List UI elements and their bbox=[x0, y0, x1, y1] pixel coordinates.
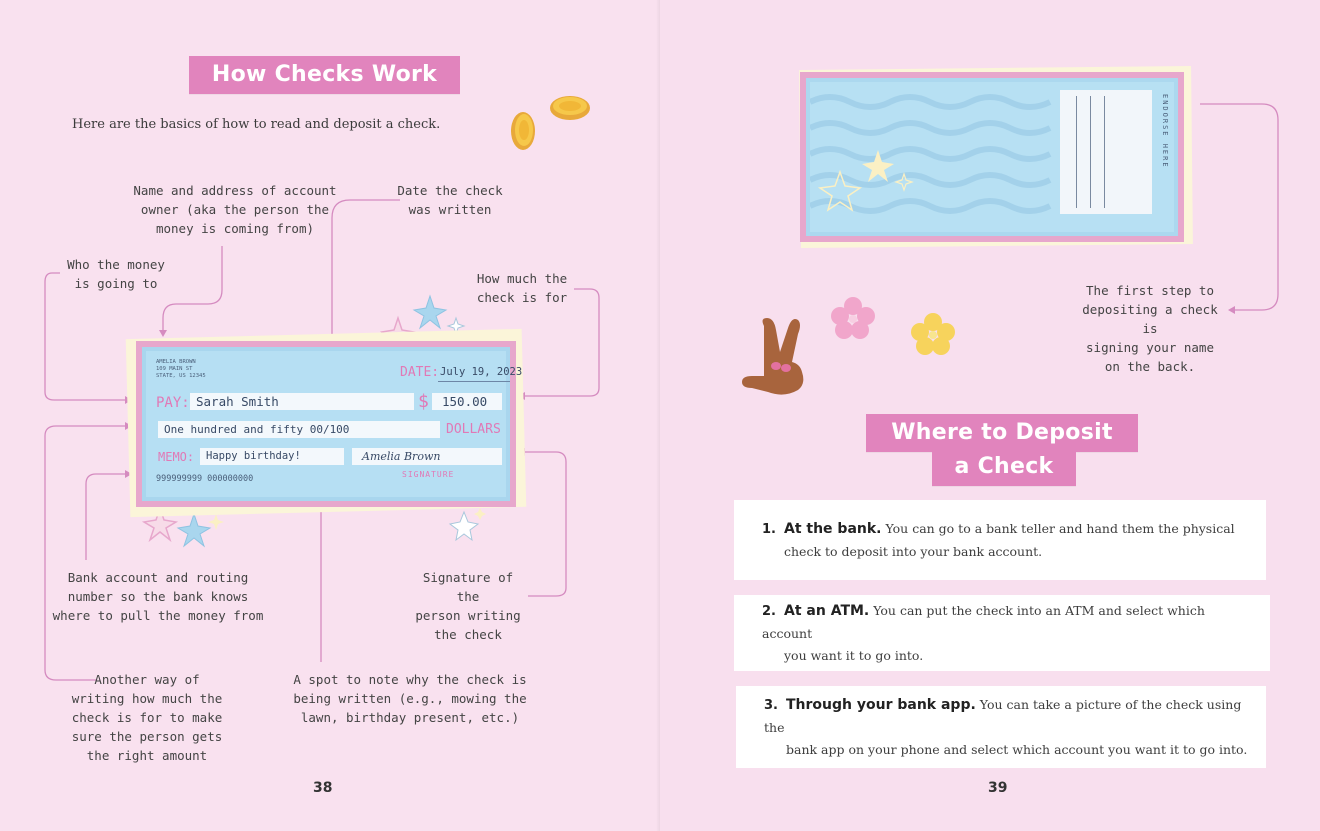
note-payee: Who the money is going to bbox=[67, 257, 165, 291]
check-dollar-sign: $ bbox=[418, 391, 429, 412]
check-memo-label: MEMO: bbox=[158, 450, 195, 464]
note-written-amount: Another way of writing how much the check is for to make sure the person gets the right amount bbox=[71, 672, 223, 763]
coins-icon bbox=[504, 90, 594, 154]
check-payee: Sarah Smith bbox=[190, 393, 414, 410]
deposit-option-bank: 1. At the bank. You can go to a bank teller and hand them the physical check to deposit into your bank account. bbox=[734, 500, 1266, 580]
yellow-flower-icon bbox=[911, 313, 955, 355]
page-title: How Checks Work bbox=[189, 56, 460, 94]
check-back bbox=[800, 72, 1184, 242]
check-address: AMELIA BROWN 109 MAIN ST STATE, US 12345 bbox=[156, 359, 206, 379]
check-signature-label: SIGNATURE bbox=[402, 470, 455, 479]
check-memo: Happy birthday! bbox=[200, 448, 344, 465]
section-title-line2: a Check bbox=[932, 448, 1076, 486]
note-name-address: Name and address of account owner (aka the person the money is coming from) bbox=[133, 183, 337, 236]
page-number: 39 bbox=[988, 780, 1008, 796]
page-number: 38 bbox=[313, 780, 333, 796]
check-date-value: July 19, 2023 bbox=[440, 366, 523, 378]
note-endorse: The first step to depositing a check is signing your name on the back. bbox=[1082, 283, 1218, 374]
note-routing: Bank account and routing number so the bank knows where to pull the money from bbox=[52, 570, 264, 623]
check-dollars-label: DOLLARS bbox=[446, 422, 501, 437]
check-written-amount: One hundred and fifty 00/100 bbox=[158, 421, 440, 438]
deposit-option-app: 3. Through your bank app. You can take a picture of the check using the bank app on your phone and select which account you want it to go into. bbox=[736, 686, 1266, 768]
endorse-area bbox=[1060, 90, 1152, 214]
note-date: Date the check was written bbox=[397, 183, 503, 217]
right-page bbox=[660, 0, 1320, 831]
note-signature: Signature of the person writing the check bbox=[415, 570, 521, 642]
rock-on-hand-icon bbox=[742, 318, 803, 395]
intro-text: Here are the basics of how to read and deposit a check. bbox=[72, 117, 441, 132]
check-front bbox=[136, 341, 523, 507]
section-title-line1: Where to Deposit bbox=[866, 414, 1138, 452]
check-amount: 150.00 bbox=[432, 393, 502, 410]
deposit-option-atm: 2. At an ATM. You can put the check into an ATM and select which account you want it to go into. bbox=[734, 595, 1270, 671]
endorse-label: ENDORSE HERE bbox=[1161, 94, 1169, 169]
note-amount: How much the check is for bbox=[476, 271, 568, 305]
check-routing-number: 999999999 000000000 bbox=[156, 474, 254, 484]
note-memo: A spot to note why the check is being written (e.g., mowing the lawn, birthday present, etc.) bbox=[293, 672, 527, 725]
check-pay-label: PAY: bbox=[156, 395, 190, 411]
pink-flower-icon bbox=[831, 297, 875, 339]
check-signature: Amelia Brown bbox=[352, 448, 502, 465]
check-date-label: DATE: bbox=[400, 365, 440, 380]
